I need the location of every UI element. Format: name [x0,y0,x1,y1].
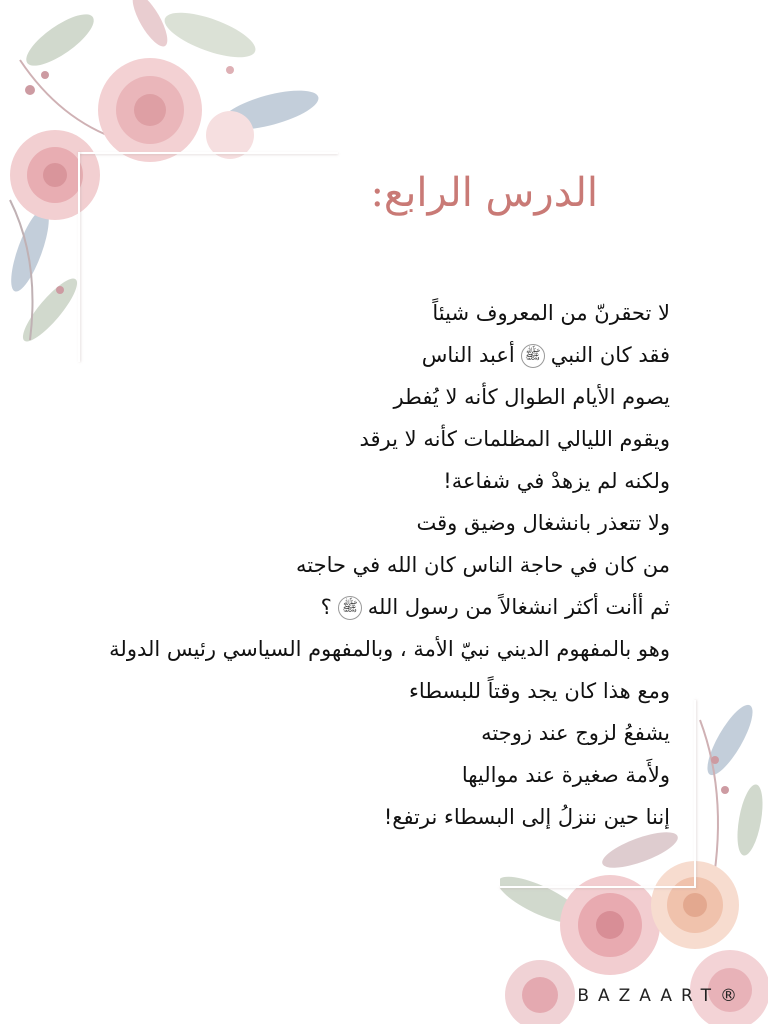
pbuh-icon: ﷺ [521,344,545,368]
poem-line: فقد كان النبيﷺأعبد الناس [421,343,670,367]
frame-line-top-horizontal [78,152,338,154]
poem-line: ويقوم الليالي المظلمات كأنه لا يرقد [359,427,670,451]
frame-line-bottom-vertical [694,700,696,888]
poem-line: وهو بالمفهوم الديني نبيّ الأمة ، وبالمفهوم السياسي رئيس الدولة [109,637,670,661]
poem-line: إننا حين ننزلُ إلى البسطاء نرتفع! [383,805,670,829]
lesson-title: الدرس الرابع: [370,170,598,216]
pbuh-icon: ﷺ [338,596,362,620]
poem-text [110,292,670,838]
poem-line: من كان في حاجة الناس كان الله في حاجته [296,553,670,577]
poem-line: لا تحقرنّ من المعروف شيئاً [432,301,670,325]
poem-line: يشفعُ لزوج عند زوجته [481,721,670,745]
frame-line-top-vertical [78,152,80,362]
poem-line: يصوم الأيام الطوال كأنه لا يُفطر [393,385,670,409]
poem-line: ولكنه لم يزهدْ في شفاعة! [443,469,670,493]
poem-line: ولأَمة صغيرة عند مواليها [461,763,670,787]
bazaart-watermark: BAZAART® [577,986,746,1006]
frame-line-bottom-horizontal [500,886,696,888]
poem-line: ومع هذا كان يجد وقتاً للبسطاء [409,679,670,703]
poem-line: ثم أأنت أكثر انشغالاً من رسول اللهﷺ؟ [320,595,670,619]
poem-line: ولا تتعذر بانشغال وضيق وقت [416,511,670,535]
